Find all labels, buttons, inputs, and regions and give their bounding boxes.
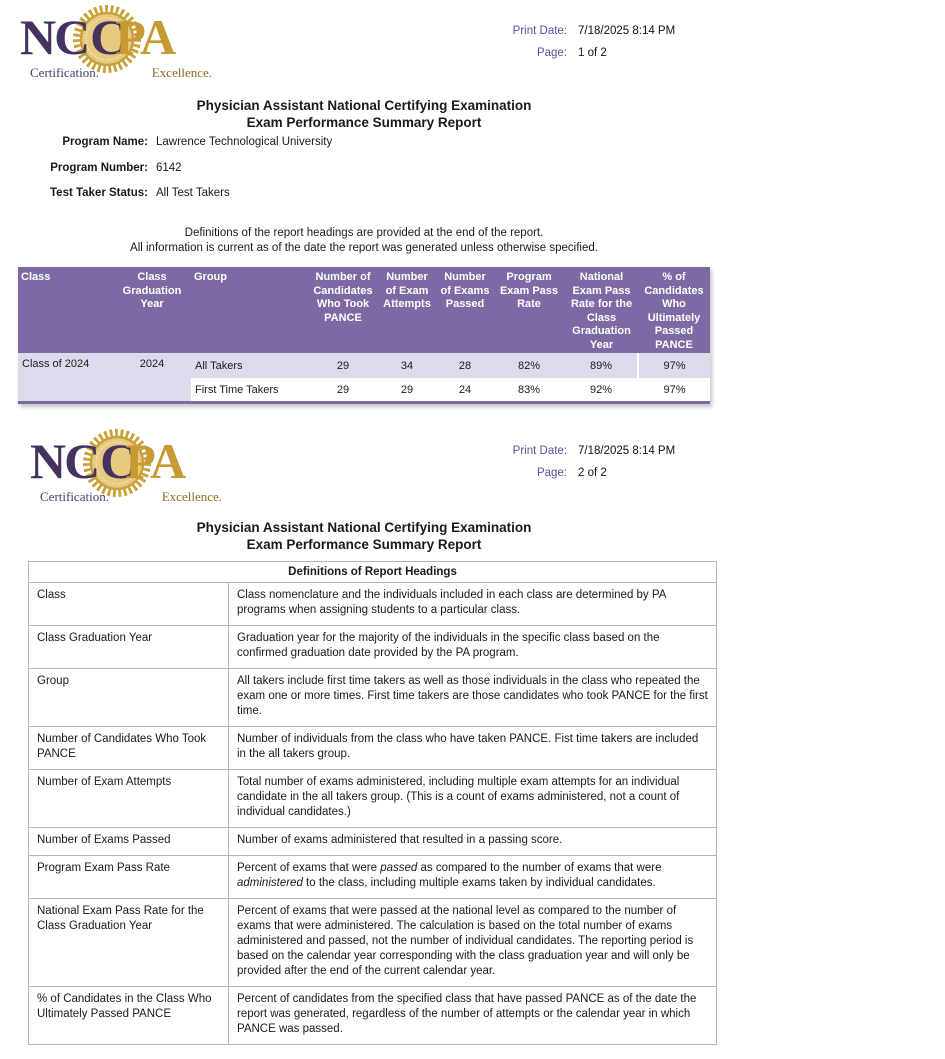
definition-row-national-pass-rate xyxy=(29,899,717,987)
definition-row-class-graduation-year xyxy=(29,626,717,669)
definition-row-class xyxy=(29,583,717,626)
definition-text: Class nomenclature and the individuals included in each class are determined by PA programs when assigning students to a particular class. xyxy=(229,583,717,626)
page-label: Page: xyxy=(536,47,567,59)
program-info xyxy=(0,136,332,213)
definition-term: National Exam Pass Rate for the Class Graduation Year xyxy=(29,899,229,987)
definition-term: Number of Candidates Who Took PANCE xyxy=(29,727,229,770)
test-taker-status-row xyxy=(0,187,332,199)
program-name-label: Program Name: xyxy=(62,136,148,148)
note-line2: All information is current as of the date the report was generated unless otherwise specified. xyxy=(130,241,598,254)
cell-passed: 28 xyxy=(437,353,493,379)
col-header-class: Class xyxy=(18,267,113,353)
definition-text: Percent of exams that were passed at the national level as compared to the number of exams that were administered. The calculation is based on the total number of exams administered and passed, not the number of individual candidates. The reporting period is based on the calendar year corresponding with the class graduation year and will only be provided after the end of the current calendar year. xyxy=(229,899,717,987)
col-header-candidates-took-pance: Number of Candidates Who Took PANCE xyxy=(309,267,377,353)
logo-letter-c: C xyxy=(90,9,125,65)
print-info-page2 xyxy=(505,445,675,479)
tagline-excellence: Excellence. xyxy=(161,489,222,504)
cell-candidates: 29 xyxy=(309,353,377,379)
program-number-label: Program Number: xyxy=(50,161,148,174)
tagline-certification: Certification. xyxy=(40,489,109,504)
cell-class: Class of 2024 xyxy=(18,353,113,403)
definition-text: Percent of candidates from the specified class that have passed PANCE as of the date the report was generated, regardless of the number of attempts or the calendar year in which PANCE was passed. xyxy=(229,987,717,1045)
cell-program-rate: 82% xyxy=(493,353,565,379)
program-name-value: Lawrence Technological University xyxy=(156,136,333,148)
report-notes xyxy=(0,226,728,255)
cell-ultimately-passed: 97% xyxy=(638,353,710,379)
print-date-label: Print Date: xyxy=(512,25,567,37)
exam-performance-table xyxy=(18,267,710,404)
program-number-value: 6142 xyxy=(156,161,182,174)
col-header-program-pass-rate: Program Exam Pass Rate xyxy=(493,267,565,353)
definition-row-exam-attempts xyxy=(29,770,717,828)
report-title-line2: Exam Performance Summary Report xyxy=(246,537,482,552)
note-line1: Definitions of the report headings are provided at the end of the report. xyxy=(184,227,544,239)
col-header-national-pass-rate: National Exam Pass Rate for the Class Graduation Year xyxy=(565,267,638,353)
definition-row-ultimately-passed xyxy=(29,987,717,1045)
logo-letters-nc: NC xyxy=(30,433,99,489)
test-taker-status-label: Test Taker Status: xyxy=(50,187,148,199)
cell-attempts: 29 xyxy=(377,379,437,403)
report-title-line1: Physician Assistant National Certifying Examination xyxy=(196,520,532,535)
cell-group: All Takers xyxy=(191,353,309,379)
table-row-all-takers xyxy=(18,353,710,379)
definitions-table-title: Definitions of Report Headings xyxy=(29,562,717,583)
definition-row-program-pass-rate xyxy=(29,856,717,899)
col-header-exam-attempts: Number of Exam Attempts xyxy=(377,267,437,353)
page-number-value: 1 of 2 xyxy=(578,47,607,59)
col-header-ultimately-passed: % of Candidates Who Ultimately Passed PANCE xyxy=(638,267,710,353)
logo-letter-c: C xyxy=(100,433,135,489)
tagline-excellence: Excellence. xyxy=(151,65,212,80)
nccpa-logo-letters xyxy=(30,433,222,489)
cell-national-rate: 92% xyxy=(565,379,638,403)
definition-text: Percent of exams that were passed as compared to the number of exams that were administered to the class, including multiple exams taken by individual candidates. xyxy=(229,856,717,899)
test-taker-status-value: All Test Takers xyxy=(156,187,230,199)
report-title-line1: Physician Assistant National Certifying Examination xyxy=(196,98,532,113)
definition-row-candidates-took-pance xyxy=(29,727,717,770)
print-date-value: 7/18/2025 8:14 PM xyxy=(578,25,676,37)
definition-text: Graduation year for the majority of the individuals in the specific class based on the confirmed graduation date provided by the PA program. xyxy=(229,626,717,669)
page-number-value: 2 of 2 xyxy=(578,467,607,479)
nccpa-logo xyxy=(30,433,222,505)
definition-term: % of Candidates in the Class Who Ultimately Passed PANCE xyxy=(29,987,229,1045)
print-info-page1 xyxy=(505,25,675,59)
nccpa-logo xyxy=(20,9,212,81)
program-number-row xyxy=(0,162,332,174)
col-header-class-graduation-year: Class Graduation Year xyxy=(113,267,191,353)
definitions-table xyxy=(28,561,717,1045)
definition-text: Total number of exams administered, including multiple exam attempts for an individual candidate in the all takers group. (This is a count of exams administered, not a count of individual candidates.) xyxy=(229,770,717,828)
definition-row-exams-passed xyxy=(29,828,717,856)
cell-group: First Time Takers xyxy=(191,379,309,403)
definition-term: Number of Exam Attempts xyxy=(29,770,229,828)
cell-graduation-year: 2024 xyxy=(113,353,191,403)
page-label: Page: xyxy=(536,467,567,479)
cell-national-rate: 89% xyxy=(565,353,638,379)
logo-letters-pa: PA xyxy=(125,433,185,489)
definition-row-group xyxy=(29,669,717,727)
definition-term: Class Graduation Year xyxy=(29,626,229,669)
cell-candidates: 29 xyxy=(309,379,377,403)
print-date-label: Print Date: xyxy=(512,445,567,457)
definition-term: Program Exam Pass Rate xyxy=(29,856,229,899)
definitions-header-row xyxy=(29,562,717,583)
definition-text: All takers include first time takers as well as those individuals in the class who repeated the exam one or more times. First time takers are those candidates who took PANCE for the first time. xyxy=(229,669,717,727)
report-title-line2: Exam Performance Summary Report xyxy=(246,115,482,130)
tagline-certification: Certification. xyxy=(30,65,99,80)
logo-letters-nc: NC xyxy=(20,9,89,65)
report-title xyxy=(0,97,728,131)
cell-passed: 24 xyxy=(437,379,493,403)
print-date-value: 7/18/2025 8:14 PM xyxy=(578,445,676,457)
col-header-group: Group xyxy=(191,267,309,353)
definition-term: Number of Exams Passed xyxy=(29,828,229,856)
definition-term: Group xyxy=(29,669,229,727)
results-header-row xyxy=(18,267,710,353)
logo-letters-pa: PA xyxy=(115,9,175,65)
cell-attempts: 34 xyxy=(377,353,437,379)
definition-term: Class xyxy=(29,583,229,626)
cell-ultimately-passed: 97% xyxy=(638,379,710,403)
report-title xyxy=(0,519,728,553)
definition-text: Number of individuals from the class who have taken PANCE. Fist time takers are included in the all takers group. xyxy=(229,727,717,770)
program-name-row xyxy=(0,136,332,148)
col-header-exams-passed: Number of Exams Passed xyxy=(437,267,493,353)
nccpa-logo-letters xyxy=(20,9,212,65)
definition-text: Number of exams administered that resulted in a passing score. xyxy=(229,828,717,856)
cell-program-rate: 83% xyxy=(493,379,565,403)
